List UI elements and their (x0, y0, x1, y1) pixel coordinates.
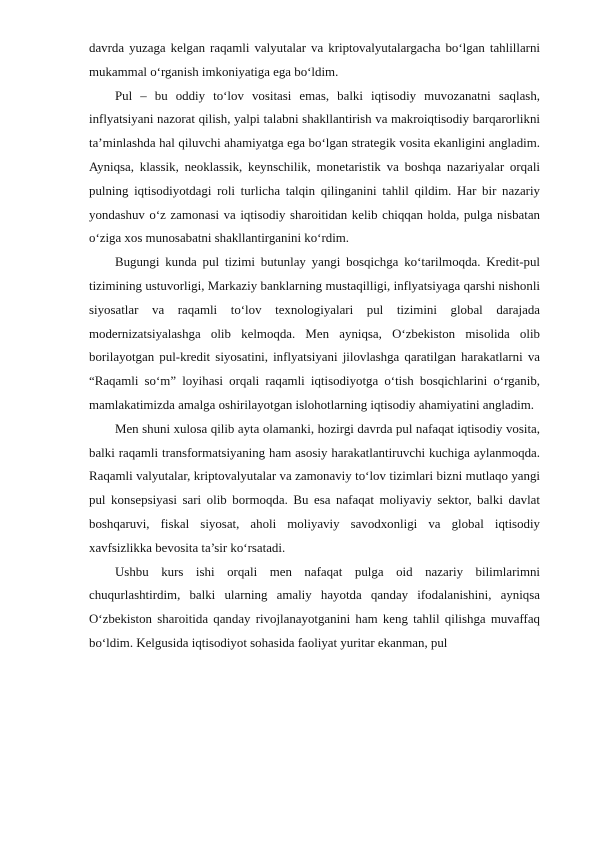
paragraph-4: Men shuni xulosa qilib ayta olamanki, hozirgi davrda pul nafaqat iqtisodiy vosita, balki raqamli transformatsiyaning ham asosiy harakatlantiruvchi kuchiga aylanmoqda. Raqamli valyutalar, kriptovalyutalar va zamonaviy to‘lov tizimlari bizni mutlaqo yangi pul konsepsiyasi sari olib bormoqda. Bu esa nafaqat moliyaviy sektor, balki davlat boshqaruvi, fiskal siyosat, aholi moliyaviy savodxonligi va global iqtisodiy xavfsizlikka bevosita ta’sir ko‘rsatadi. (89, 421, 540, 555)
paragraph-5: Ushbu kurs ishi orqali men nafaqat pulga oid nazariy bilimlarimni chuqurlashtirdim, balki ularning amaliy hayotda qanday ifodalanishini, ayniqsa O‘zbekiston sharoitida qanday rivojlanayotganini ham keng tahlil qilishga muvaffaq bo‘ldim. Kelgusida iqtisodiyot sohasida faoliyat yuritar ekanman, pul (89, 564, 540, 650)
paragraph-3: Bugungi kunda pul tizimi butunlay yangi bosqichga ko‘tarilmoqda. Kredit-pul tizimining ustuvorligi, Markaziy banklarning mustaqilligi, inflyatsiyaga qarshi nishonli siyosatlar va raqamli to‘lov texnologiyalari pul tizimini global darajada modernizatsiyalashga olib kelmoqda. Men ayniqsa, O‘zbekiston misolida olib borilayotgan pul-kredit siyosatini, inflyatsiyani jilovlashga qaratilgan harakatlarni va “Raqamli so‘m” loyihasi orqali raqamli iqtisodiyotga o‘tish bosqichlarini o‘rganib, mamlakatimizda amalga oshirilayotgan islohotlarning iqtisodiy ahamiyatini angladim. (89, 255, 540, 412)
paragraph-1: davrda yuzaga kelgan raqamli valyutalar va kriptovalyutalargacha bo‘lgan tahlillarni mukammal o‘rganish imkoniyatiga ega bo‘ldim. (89, 41, 540, 79)
paragraph-2: Pul – bu oddiy to‘lov vositasi emas, balki iqtisodiy muvozanatni saqlash, inflyatsiyani nazorat qilish, yalpi talabni shakllantirish va makroiqtisodiy barqarorlikni ta’minlashda hal qiluvchi ahamiyatga ega bo‘lgan strategik vosita ekanligini angladim. Ayniqsa, klassik, neoklassik, keynschilik, monetaristik va boshqa nazariyalar orqali pulning iqtisodiyotdagi roli turlicha talqin qilinganini tahlil qildim. Har bir nazariy yondashuv o‘z zamonasi va iqtisodiy sharoitidan kelib chiqqan holda, pulga nisbatan o‘ziga xos munosabatni shakllantirganini ko‘rdim. (89, 88, 540, 246)
document-page (89, 37, 540, 656)
